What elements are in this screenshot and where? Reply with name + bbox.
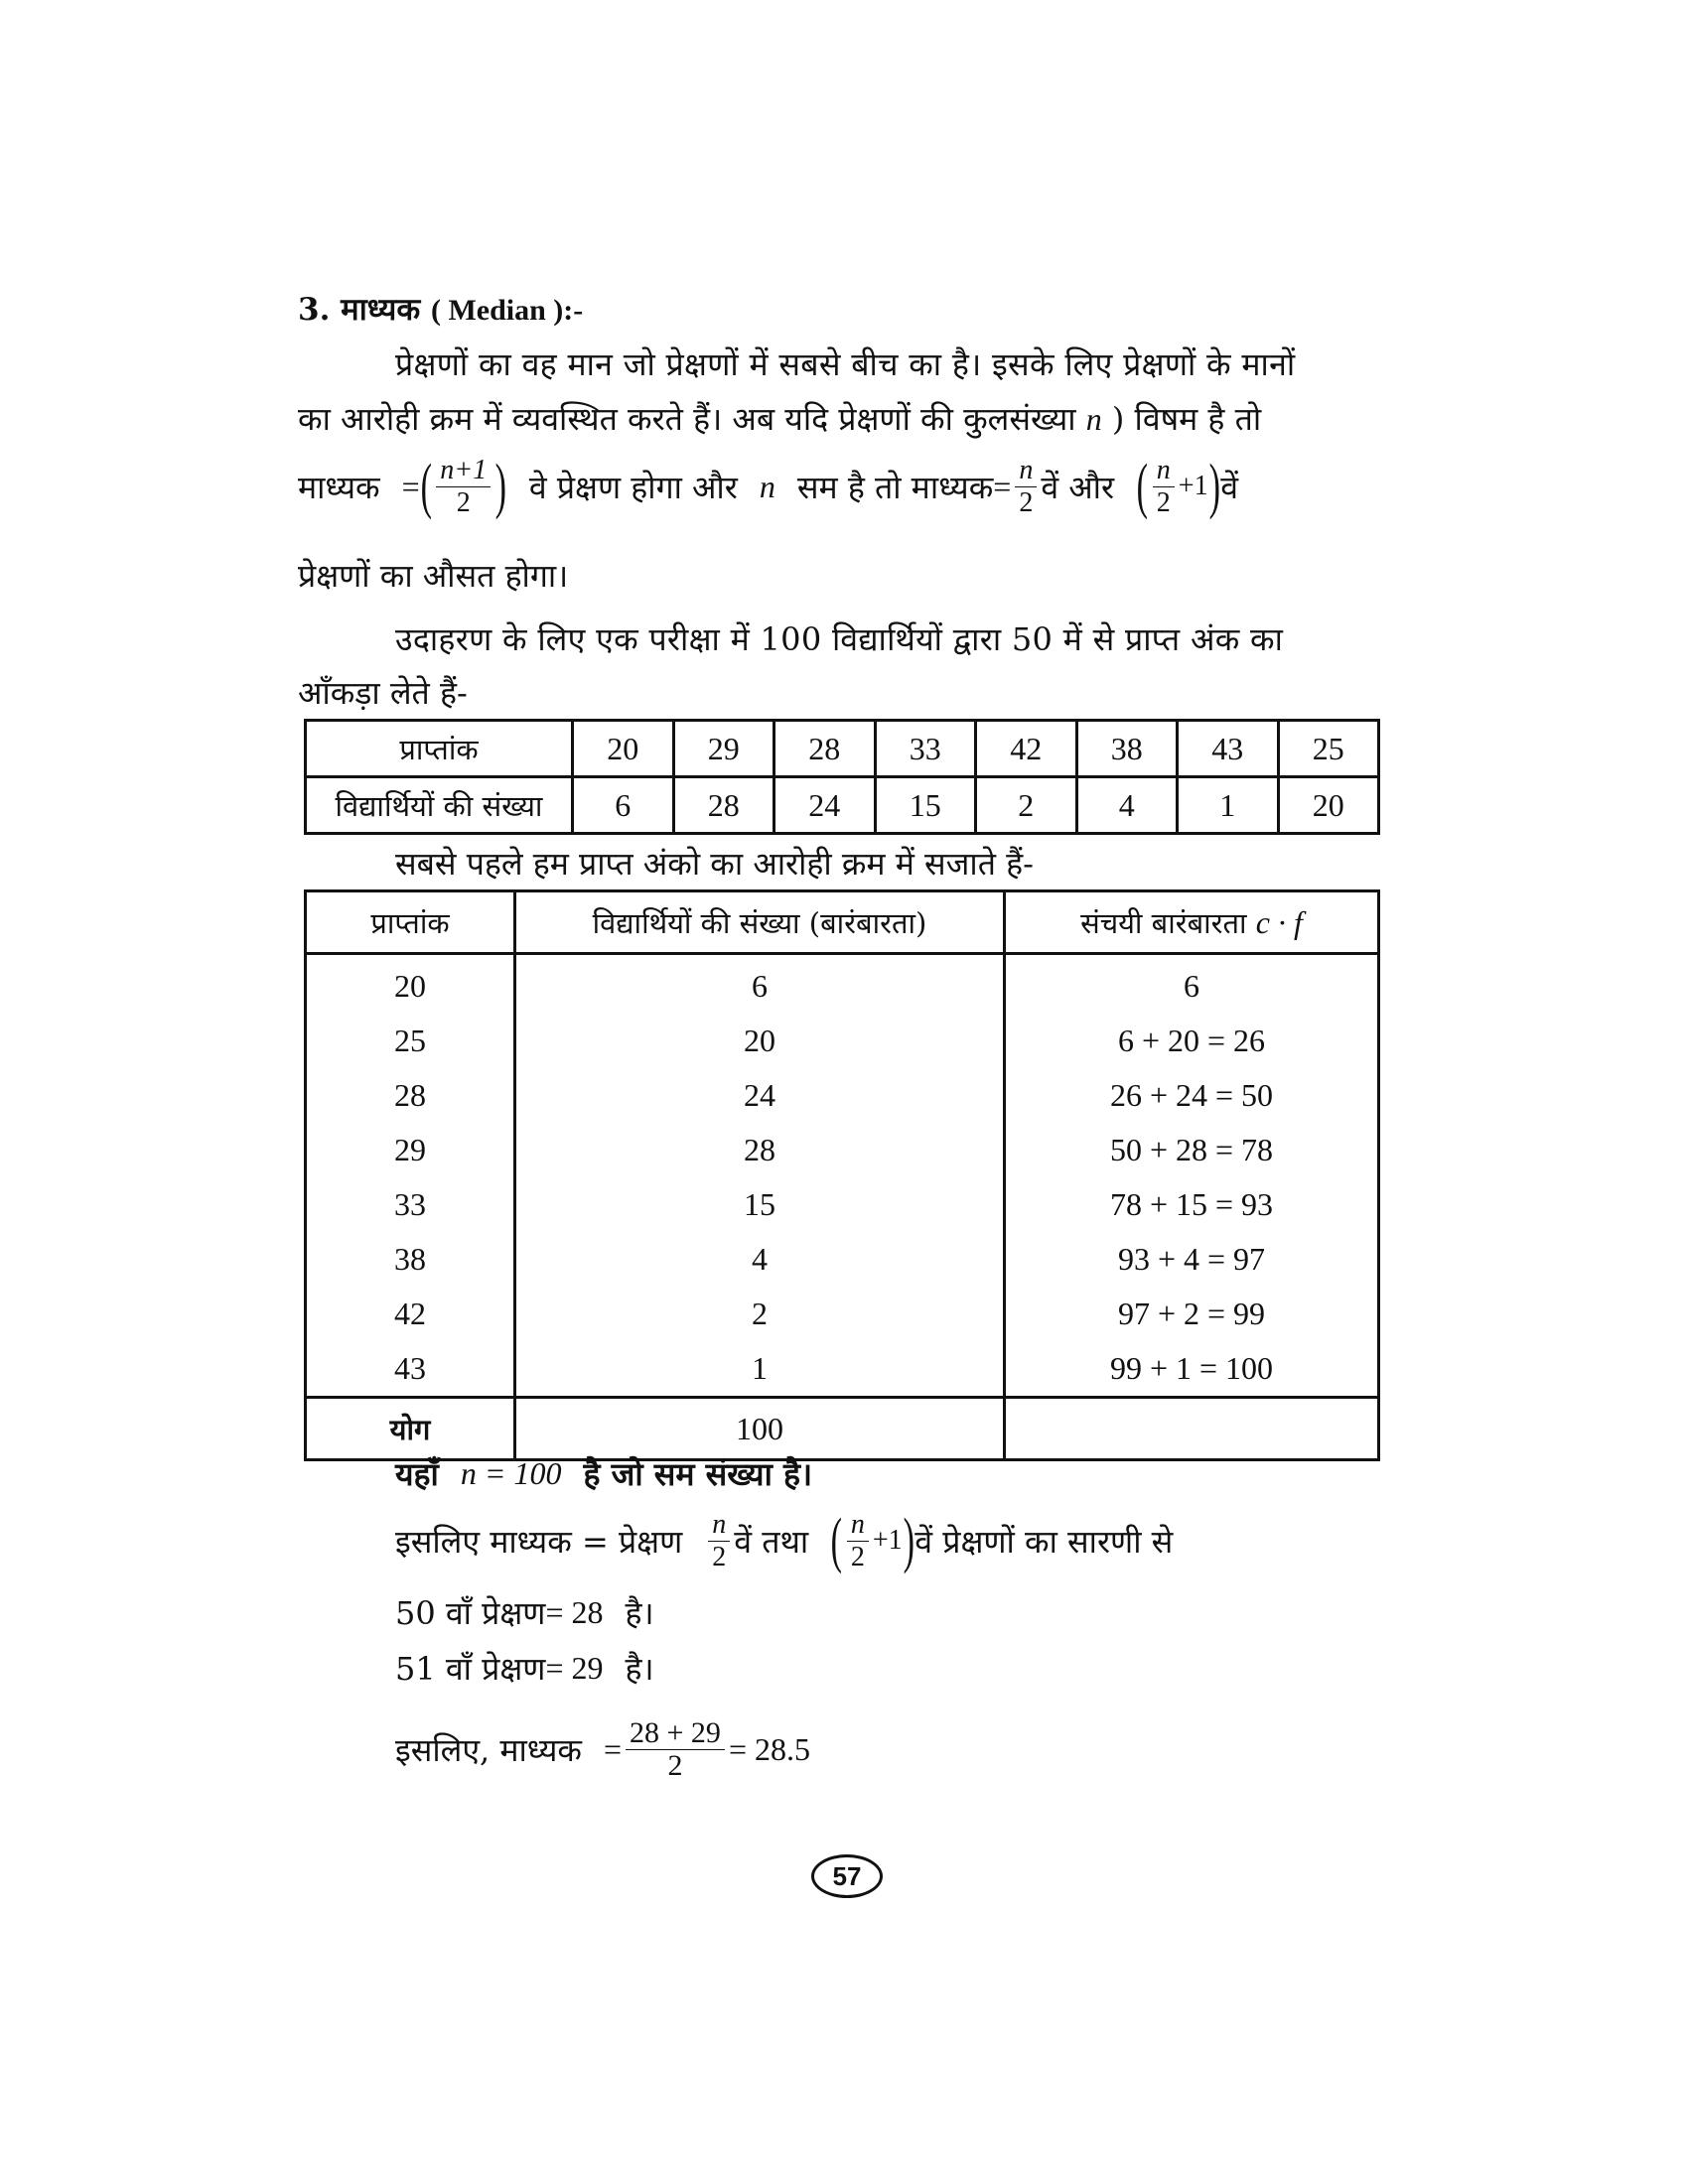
table-cell: 43 bbox=[1178, 721, 1279, 777]
section-number: 3. bbox=[298, 292, 331, 328]
col-header-marks: प्राप्तांक bbox=[306, 891, 515, 954]
total-label: योग bbox=[306, 1398, 515, 1460]
raw-data-table bbox=[304, 719, 1380, 835]
table-cell: 24 bbox=[774, 777, 876, 834]
table-row bbox=[306, 721, 1379, 777]
table-row bbox=[306, 777, 1379, 834]
para3: सबसे पहले हम प्राप्त अंको का आरोही क्रम में सजाते हैं- bbox=[395, 845, 1034, 883]
conclusion-line1: यहाँ n = 100 है जो सम संख्या है। bbox=[395, 1454, 813, 1493]
table-row: 29 28 50 + 28 = 78 bbox=[306, 1123, 1379, 1177]
fraction-average: $\frac{28 + 29}{2}$ bbox=[626, 1717, 725, 1782]
para1-line2 bbox=[298, 397, 1261, 441]
table-cell: 4 bbox=[1076, 777, 1178, 834]
para1-line4: प्रेक्षणों का औसत होगा। bbox=[298, 557, 569, 595]
fraction-n-plus-1-over-2: $\frac{n+1}{2}$ bbox=[436, 455, 491, 519]
total-value: 100 bbox=[515, 1398, 1005, 1460]
paren-open: ( bbox=[420, 453, 432, 520]
paren-close-2: ) bbox=[1208, 453, 1220, 520]
conclusion-line3: 50 वाँ प्रेक्षण = 28 है। bbox=[395, 1593, 654, 1632]
para1-line3-mid2: सम है तो माध्यक bbox=[796, 468, 994, 506]
section-title-hindi: माध्यक bbox=[341, 292, 421, 328]
paren-open-2: ( bbox=[1136, 453, 1149, 520]
para1-ven: वें bbox=[1220, 468, 1239, 506]
para1-line3-mid: वे प्रेक्षण होगा और bbox=[528, 468, 738, 506]
para1-ven-aur: वें और bbox=[1041, 468, 1115, 506]
row-label-students: विद्यार्थियों की संख्या bbox=[306, 777, 573, 834]
table-cell: 25 bbox=[1278, 721, 1379, 777]
var-n: n bbox=[759, 468, 775, 504]
fraction-n-over-2: $\frac{n}{2}$ bbox=[1015, 455, 1037, 519]
table-row: 28 24 26 + 24 = 50 bbox=[306, 1068, 1379, 1123]
table-row: 43 1 99 + 1 = 100 bbox=[306, 1341, 1379, 1398]
para2-line2: आँकड़ा लेते हैं- bbox=[298, 674, 468, 712]
table-cell: 15 bbox=[875, 777, 976, 834]
section-heading bbox=[298, 288, 583, 333]
conclusion-line5: इसलिए, माध्यक = $\frac{28 + 29}{2}$ = 28.5 bbox=[395, 1715, 810, 1782]
table-header-row bbox=[306, 891, 1379, 954]
para1-line3 bbox=[298, 445, 1238, 528]
table-cell: 2 bbox=[976, 777, 1077, 834]
table-cell: 29 bbox=[673, 721, 774, 777]
para1-line2-text: का आरोही क्रम में व्यवस्थित करते हैं। अब यदि प्रेक्षणों की कुलसंख्या bbox=[298, 400, 1076, 438]
table-cell: 20 bbox=[573, 721, 674, 777]
para1-line2-end: ) विषम है तो bbox=[1111, 400, 1262, 438]
table-cell: 6 bbox=[573, 777, 674, 834]
table-cell: 28 bbox=[774, 721, 876, 777]
plus-one: +1 bbox=[1178, 471, 1208, 501]
conclusion-line4: 51 वाँ प्रेक्षण = 29 है। bbox=[395, 1649, 654, 1688]
n-equals-100: n = 100 bbox=[460, 1454, 562, 1491]
row-label-marks: प्राप्तांक bbox=[306, 721, 573, 777]
table-cell: 20 bbox=[1278, 777, 1379, 834]
median-label: माध्यक bbox=[298, 468, 380, 506]
conclusion-line2: इसलिए माध्यक = प्रेक्षण $\frac{n}{2}$ वें तथा ( $\frac{n}{2}$ +1 ) वें प्रेक्षणों का सारणी से bbox=[395, 1507, 1174, 1574]
col-header-cumulative: संचयी बारंबारता c · f bbox=[1005, 891, 1379, 954]
median-result: = 28.5 bbox=[728, 1730, 810, 1767]
fraction-n-over-2-d: $\frac{n}{2}$ bbox=[847, 1509, 869, 1573]
table-row: 38 4 93 + 4 = 97 bbox=[306, 1232, 1379, 1287]
fraction-n-over-2-c: $\frac{n}{2}$ bbox=[708, 1509, 730, 1573]
para2-line1: उदाहरण के लिए एक परीक्षा में 100 विद्यार्थियों द्वारा 50 में से प्राप्त अंक का bbox=[395, 620, 1284, 658]
table-cell: 28 bbox=[673, 777, 774, 834]
col-header-frequency: विद्यार्थियों की संख्या (बारंबारता) bbox=[515, 891, 1005, 954]
equals-sign-2: = bbox=[993, 468, 1012, 504]
table-cell: 42 bbox=[976, 721, 1077, 777]
total-cf bbox=[1005, 1398, 1379, 1460]
para1-line1: प्रेक्षणों का वह मान जो प्रेक्षणों में सबसे बीच का है। इसके लिए प्रेक्षणों के मानों bbox=[395, 345, 1296, 383]
table-cell: 1 bbox=[1178, 777, 1279, 834]
fraction-n-over-2-b: $\frac{n}{2}$ bbox=[1153, 455, 1175, 519]
paren-close: ) bbox=[494, 453, 507, 520]
para1-line2-var: n bbox=[1085, 401, 1102, 437]
table-row: 20 6 6 bbox=[306, 954, 1379, 1015]
table-cell: 33 bbox=[875, 721, 976, 777]
table-row: 33 15 78 + 15 = 93 bbox=[306, 1177, 1379, 1232]
table-row: 42 2 97 + 2 = 99 bbox=[306, 1287, 1379, 1341]
section-title-english: ( Median ):- bbox=[430, 294, 584, 327]
table-cell: 38 bbox=[1076, 721, 1178, 777]
cf-symbol: c · f bbox=[1255, 903, 1303, 940]
equals-sign: = bbox=[401, 468, 420, 504]
frequency-table bbox=[304, 889, 1380, 1461]
page-number: 57 bbox=[811, 1854, 883, 1898]
table-row: 25 20 6 + 20 = 26 bbox=[306, 1014, 1379, 1068]
